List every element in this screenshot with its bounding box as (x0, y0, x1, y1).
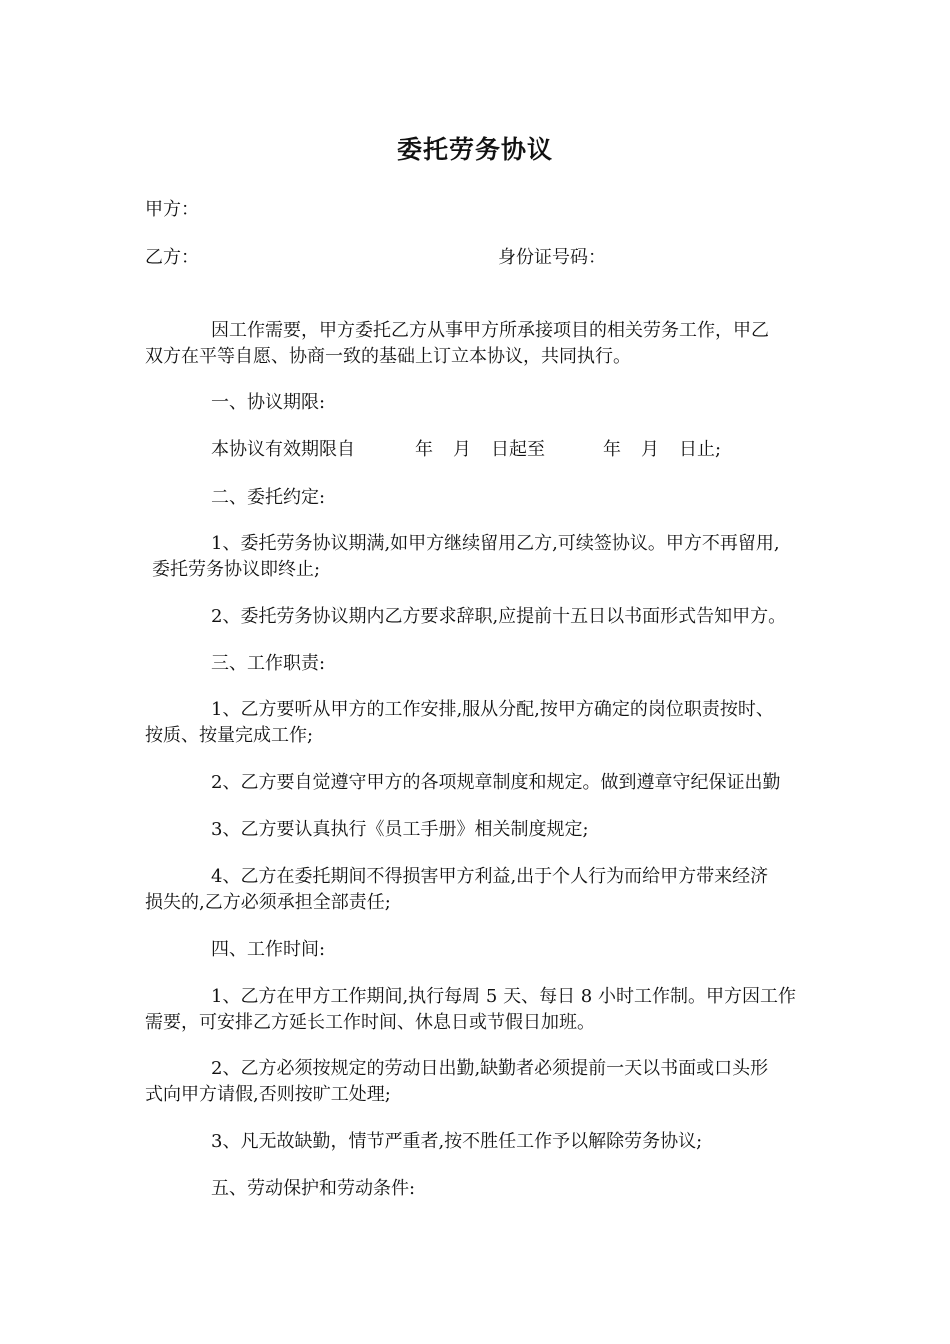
section-1-heading: 一、协议期限: (211, 392, 326, 413)
intro-line-2: 双方在平等自愿、协商一致的基础上订立本协议，共同执行。 (145, 346, 631, 367)
term-year-2: 年 (603, 439, 621, 460)
section-4-item-1-line-2: 需要，可安排乙方延长工作时间、休息日或节假日加班。 (145, 1012, 595, 1033)
section-2-heading: 二、委托约定: (211, 487, 326, 508)
term-year-1: 年 (415, 439, 433, 460)
section-3-item-3: 3、乙方要认真执行《员工手册》相关制度规定; (211, 819, 589, 840)
section-2-item-2: 2、委托劳务协议期内乙方要求辞职,应提前十五日以书面形式告知甲方。 (211, 606, 787, 627)
intro-line-1: 因工作需要，甲方委托乙方从事甲方所承接项目的相关劳务工作，甲乙 (211, 320, 769, 341)
term-text-start: 本协议有效期限自 (211, 439, 355, 460)
party-b-label: 乙方： (145, 247, 199, 268)
section-5-heading: 五、劳动保护和劳动条件: (211, 1178, 416, 1199)
section-2-item-1-line-2: 委托劳务协议即终止; (152, 559, 321, 580)
section-3-item-4-line-2: 损失的,乙方必须承担全部责任; (145, 892, 391, 913)
term-day-2: 日止; (679, 439, 722, 460)
section-3-item-2: 2、乙方要自觉遵守甲方的各项规章制度和规定。做到遵章守纪保证出勤 (211, 772, 781, 793)
term-month-2: 月 (641, 439, 659, 460)
section-4-item-3: 3、凡无故缺勤，情节严重者,按不胜任工作予以解除劳务协议; (211, 1131, 703, 1152)
section-4-item-2-line-1: 2、乙方必须按规定的劳动日出勤,缺勤者必须提前一天以书面或口头形 (211, 1058, 769, 1079)
section-3-item-4-line-1: 4、乙方在委托期间不得损害甲方利益,出于个人行为而给甲方带来经济 (211, 866, 769, 887)
section-3-item-1-line-2: 按质、按量完成工作; (145, 725, 314, 746)
section-4-item-2-line-2: 式向甲方请假,否则按旷工处理; (145, 1084, 391, 1105)
section-4-item-1-line-1: 1、乙方在甲方工作期间,执行每周 5 天、每日 8 小时工作制。甲方因工作 (211, 986, 796, 1007)
section-4-heading: 四、工作时间: (211, 939, 326, 960)
document-title: 委托劳务协议 (396, 135, 553, 164)
section-3-heading: 三、工作职责: (211, 653, 326, 674)
term-line (211, 437, 891, 463)
term-month-1: 月 (453, 439, 471, 460)
party-a-label: 甲方： (145, 199, 199, 220)
section-3-item-1-line-1: 1、乙方要听从甲方的工作安排,服从分配,按甲方确定的岗位职责按时、 (211, 699, 774, 720)
term-day-1: 日起至 (491, 439, 545, 460)
id-number-label: 身份证号码： (498, 247, 606, 268)
section-2-item-1-line-1: 1、委托劳务协议期满,如甲方继续留用乙方,可续签协议。甲方不再留用, (211, 533, 780, 554)
